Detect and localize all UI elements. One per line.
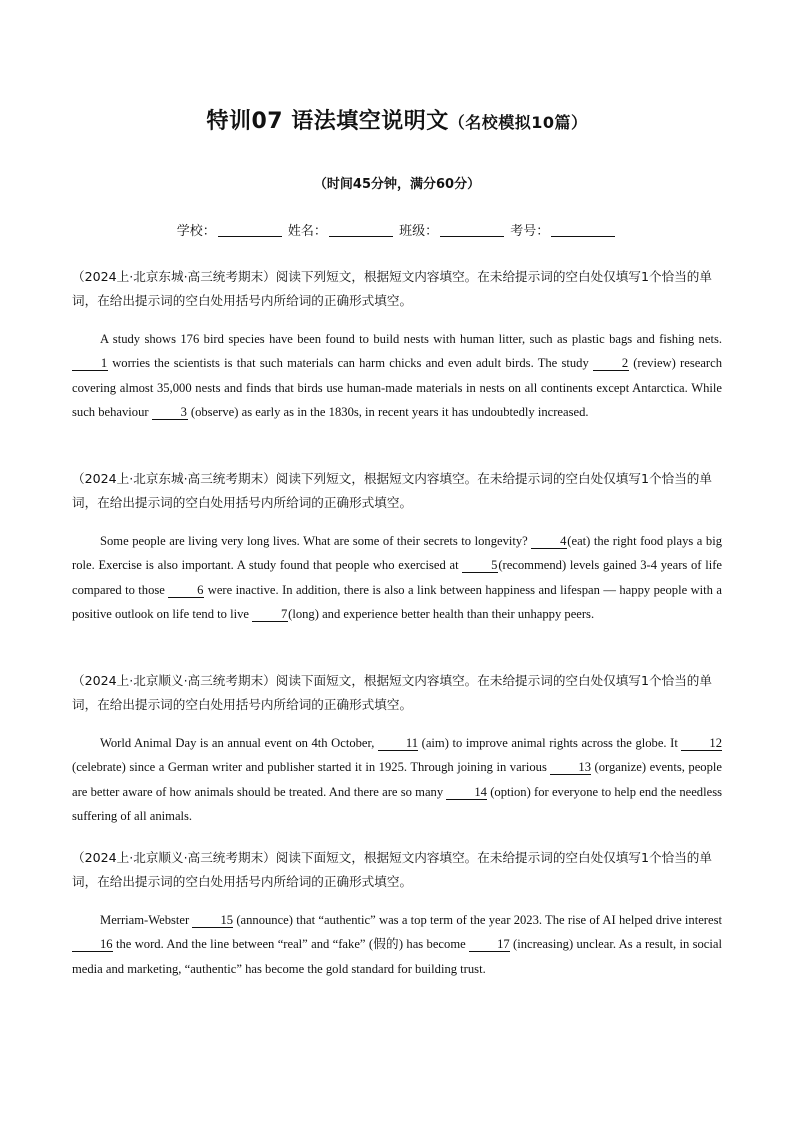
passage-1 (72, 265, 722, 424)
passage-4 (72, 846, 722, 981)
passage-segment: were inactive. In addition, there is also a link between happiness and lifespan — happy people with a positive outlook on life tend to live (72, 582, 722, 621)
passage-text (72, 529, 722, 626)
passage-segment: the word. And the line between “real” and “fake” (假的) has become (112, 937, 470, 952)
passage-2 (72, 467, 722, 626)
answer-blank: 15 (192, 913, 233, 928)
passage-segment: (celebrate) since a German writer and publisher started it in 1925. Through joining in various (72, 760, 551, 775)
passage-source: （2024上·北京东城·高三统考期末）阅读下列短文，根据短文内容填空。在未给提示词的空白处仅填写1个恰当的单词，在给出提示词的空白处用括号内所给词的正确形式填空。 (72, 471, 712, 510)
passage-source: （2024上·北京顺义·高三统考期末）阅读下面短文，根据短文内容填空。在未给提示词的空白处仅填写1个恰当的单词，在给出提示词的空白处用括号内所给词的正确形式填空。 (72, 673, 712, 712)
passage-segment: worries the scientists is that such materials can harm chicks and even adult birds. The study (108, 356, 593, 371)
passage-segment: (option) for everyone to help end the needless suffering of all animals. (72, 784, 722, 823)
passage-source: （2024上·北京顺义·高三统考期末）阅读下面短文，根据短文内容填空。在未给提示词的空白处仅填写1个恰当的单词，在给出提示词的空白处用括号内所给词的正确形式填空。 (72, 850, 712, 889)
passage-segment: (observe) as early as in the 1830s, in recent years it has undoubtedly increased. (187, 404, 589, 419)
exam-number-blank (551, 224, 615, 237)
exam-number-label: 考号： (510, 224, 550, 239)
answer-blank: 3 (152, 405, 188, 420)
student-info-line (0, 220, 794, 239)
passage-segment: A study shows 176 bird species have been found to build nests with human litter, such as plastic bags and fishing nets. (100, 332, 722, 346)
passage-segment: (organize) events, people are better aware of how animals should be treated. And there are so many (72, 760, 722, 799)
passage-segment: (recommend) levels gained 3-4 years of life compared to those (72, 558, 722, 597)
title-subtitle: （名校模拟10篇） (448, 113, 588, 132)
passage-segment: (announce) that “authentic” was a top term of the year 2023. The rise of AI helped drive interest (233, 913, 722, 927)
passage-segment: (aim) to improve animal rights across the globe. It (418, 736, 682, 750)
answer-blank: 6 (168, 583, 204, 598)
class-label: 班级： (399, 224, 439, 239)
answer-blank: 4 (531, 534, 567, 549)
passage-segment: Some people are living very long lives. What are some of their secrets to longevity? (100, 534, 532, 548)
page-title (0, 104, 794, 135)
passage-3 (72, 669, 722, 828)
answer-blank: 11 (378, 736, 418, 751)
name-blank (329, 224, 393, 237)
passage-segment: (long) and experience better health than their unhappy peers. (288, 606, 595, 621)
passage-segment: World Animal Day is an annual event on 4th October, (100, 736, 378, 750)
answer-blank: 14 (446, 785, 487, 800)
answer-blank: 17 (469, 937, 510, 952)
title-main: 特训07 语法填空说明文 (206, 109, 449, 134)
school-blank (218, 224, 282, 237)
answer-blank: 7 (252, 607, 288, 622)
passage-segment: (increasing) unclear. As a result, in social media and marketing, “authentic” has become the gold standard for building trust. (72, 937, 722, 976)
passage-text (72, 731, 722, 828)
answer-blank: 16 (72, 937, 113, 952)
name-label: 姓名： (287, 224, 327, 239)
passage-segment: (review) research covering almost 35,000 nests and finds that birds use human-made materials in nests on all continents except Antarctica. While such behaviour (72, 356, 722, 419)
answer-blank: 1 (72, 356, 108, 371)
passage-source: （2024上·北京东城·高三统考期末）阅读下列短文，根据短文内容填空。在未给提示词的空白处仅填写1个恰当的单词，在给出提示词的空白处用括号内所给词的正确形式填空。 (72, 269, 712, 308)
time-score-line: （时间45分钟，满分60分） (313, 177, 481, 192)
passage-segment: (eat) the right food plays a big role. Exercise is also important. A study found that people who exercised at (72, 534, 722, 573)
class-blank (440, 224, 504, 237)
answer-blank: 13 (550, 760, 591, 775)
answer-blank: 12 (681, 736, 722, 751)
passage-segment: Merriam-Webster (100, 913, 193, 927)
answer-blank: 5 (462, 558, 498, 573)
passage-text (72, 908, 722, 981)
school-label: 学校： (176, 224, 216, 239)
answer-blank: 2 (593, 356, 629, 371)
passage-text (72, 327, 722, 424)
